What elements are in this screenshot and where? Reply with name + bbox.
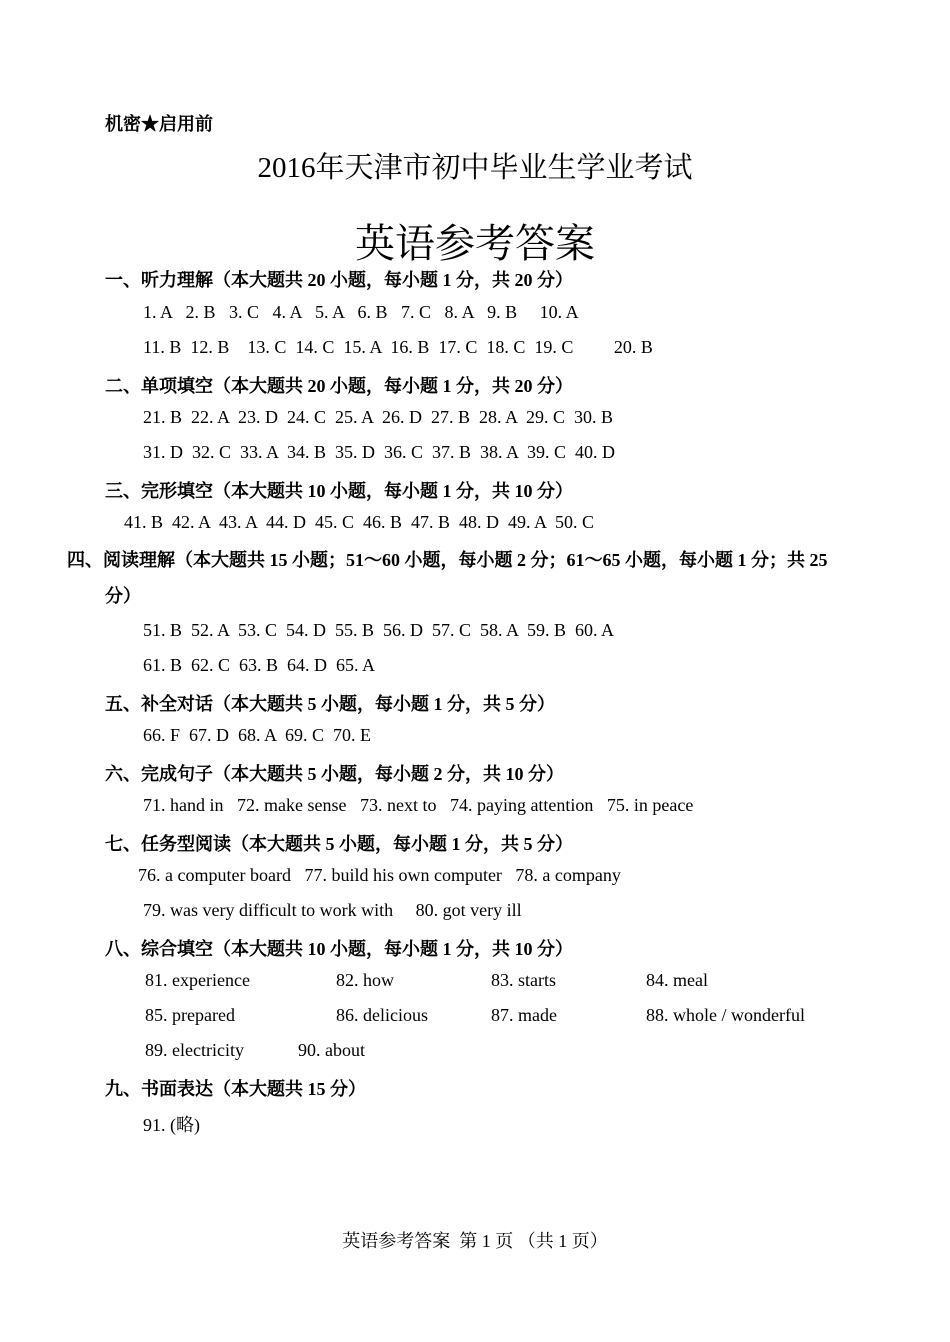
section-heading-cloze: 三、完形填空（本大题共 10 小题，每小题 1 分，共 10 分） bbox=[105, 481, 573, 501]
section-heading-writing: 九、书面表达（本大题共 15 分） bbox=[105, 1079, 366, 1099]
answer-cell: 90. about bbox=[298, 1040, 365, 1060]
answer-cell: 87. made bbox=[491, 1005, 557, 1025]
answer-line: 76. a computer board 77. build his own computer 78. a company bbox=[138, 865, 621, 885]
answer-key-title: 英语参考答案 bbox=[355, 221, 595, 266]
answer-cell: 82. how bbox=[336, 970, 394, 990]
section-heading-dialogue: 五、补全对话（本大题共 5 小题，每小题 1 分，共 5 分） bbox=[105, 694, 555, 714]
confidential-label: 机密★启用前 bbox=[105, 114, 213, 134]
answer-cell: 85. prepared bbox=[145, 1005, 235, 1025]
answer-line: 79. was very difficult to work with 80. got very ill bbox=[143, 900, 522, 920]
page-footer: 英语参考答案 第 1 页 （共 1 页） bbox=[342, 1231, 608, 1251]
section-heading-reading bbox=[67, 542, 850, 614]
answer-line: 31. D 32. C 33. A 34. B 35. D 36. C 37. B 38. A 39. C 40. D bbox=[143, 442, 616, 462]
section-heading-single-choice: 二、单项填空（本大题共 20 小题，每小题 1 分，共 20 分） bbox=[105, 376, 573, 396]
section-heading-comprehensive-fill: 八、综合填空（本大题共 10 小题，每小题 1 分，共 10 分） bbox=[105, 939, 573, 959]
answer-line: 66. F 67. D 68. A 69. C 70. E bbox=[143, 725, 372, 745]
answer-line: 21. B 22. A 23. D 24. C 25. A 26. D 27. B 28. A 29. C 30. B bbox=[143, 407, 614, 427]
answer-cell: 88. whole / wonderful bbox=[646, 1005, 805, 1025]
answer-line: 51. B 52. A 53. C 54. D 55. B 56. D 57. C 58. A 59. B 60. A bbox=[143, 620, 615, 640]
answer-cell: 86. delicious bbox=[336, 1005, 428, 1025]
answer-line: 61. B 62. C 63. B 64. D 65. A bbox=[143, 655, 376, 675]
answer-line: 71. hand in 72. make sense 73. next to 74. paying attention 75. in peace bbox=[143, 795, 694, 815]
answer-line: 11. B 12. B 13. C 14. C 15. A 16. B 17. C 18. C 19. C 20. B bbox=[143, 337, 653, 357]
answer-cell: 81. experience bbox=[145, 970, 250, 990]
section-heading-reading-text: 四、阅读理解（本大题共 15 小题；51～60 小题，每小题 2 分；61～65 小题，每小题 1 分；共 25 分） bbox=[67, 550, 828, 606]
answer-line: 41. B 42. A 43. A 44. D 45. C 46. B 47. B 48. D 49. A 50. C bbox=[124, 512, 595, 532]
answer-line: 91. (略) bbox=[143, 1115, 200, 1135]
section-heading-sentence-completion: 六、完成句子（本大题共 5 小题，每小题 2 分，共 10 分） bbox=[105, 764, 564, 784]
answer-line: 1. A 2. B 3. C 4. A 5. A 6. B 7. C 8. A 9. B 10. A bbox=[143, 302, 579, 322]
exam-title: 2016年天津市初中毕业生学业考试 bbox=[257, 152, 693, 184]
answer-cell: 84. meal bbox=[646, 970, 708, 990]
section-heading-listening: 一、听力理解（本大题共 20 小题，每小题 1 分，共 20 分） bbox=[105, 270, 573, 290]
section-heading-task-reading: 七、任务型阅读（本大题共 5 小题，每小题 1 分，共 5 分） bbox=[105, 834, 573, 854]
answer-cell: 89. electricity bbox=[145, 1040, 244, 1060]
answer-cell: 83. starts bbox=[491, 970, 556, 990]
